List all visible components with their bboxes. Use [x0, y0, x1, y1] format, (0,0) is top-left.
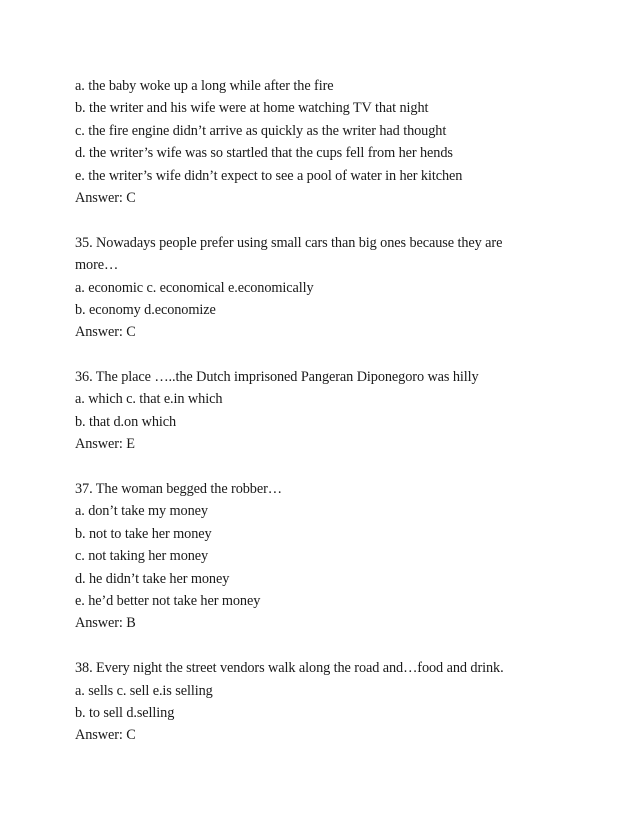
- options-row-2: b. to sell d.selling: [75, 704, 175, 721]
- question-block-37: [75, 478, 575, 635]
- option-a: a. the baby woke up a long while after the fire: [75, 78, 334, 94]
- document-content: [75, 75, 575, 747]
- answer-line: Answer: B: [75, 615, 136, 632]
- question-block-35: [75, 232, 575, 344]
- option-b: b. not to take her money: [75, 525, 212, 542]
- option-d: d. the writer’s wife was so startled that the cups fell from her hends: [75, 145, 453, 162]
- question-text: 36. The place …..the Dutch imprisoned Pangeran Diponegoro was hilly: [75, 369, 479, 386]
- answer-line: Answer: C: [75, 324, 136, 341]
- question-text: 37. The woman begged the robber…: [75, 481, 282, 498]
- question-block-34: [75, 75, 575, 209]
- option-c: c. not taking her money: [75, 548, 209, 565]
- question-block-38: [75, 657, 575, 747]
- options-row-2: b. that d.on which: [75, 413, 177, 430]
- options-row-2: b. economy d.economize: [75, 301, 216, 318]
- question-text: 38. Every night the street vendors walk along the road and…food and drink.: [75, 660, 504, 677]
- option-d: d. he didn’t take her money: [75, 570, 230, 587]
- answer-line: Answer: E: [75, 436, 135, 453]
- question-text: 35. Nowadays people prefer using small cars than big ones because they are: [75, 234, 503, 251]
- spacer: [75, 344, 575, 366]
- spacer: [75, 456, 575, 478]
- options-row-1: a. sells c. sell e.is selling: [75, 682, 213, 699]
- option-e: e. he’d better not take her money: [75, 592, 261, 609]
- question-text-continued: more…: [75, 257, 119, 274]
- spacer: [75, 635, 575, 657]
- option-e: e. the writer’s wife didn’t expect to see a pool of water in her kitchen: [75, 167, 463, 184]
- option-a: a. don’t take my money: [75, 503, 208, 520]
- options-row-1: a. economic c. economical e.economically: [75, 279, 314, 296]
- spacer: [75, 209, 575, 231]
- option-c: c. the fire engine didn’t arrive as quickly as the writer had thought: [75, 122, 447, 139]
- question-block-36: [75, 366, 575, 456]
- option-b: b. the writer and his wife were at home watching TV that night: [75, 100, 429, 117]
- answer-line: Answer: C: [75, 189, 136, 206]
- answer-line: Answer: C: [75, 727, 136, 744]
- options-row-1: a. which c. that e.in which: [75, 391, 223, 408]
